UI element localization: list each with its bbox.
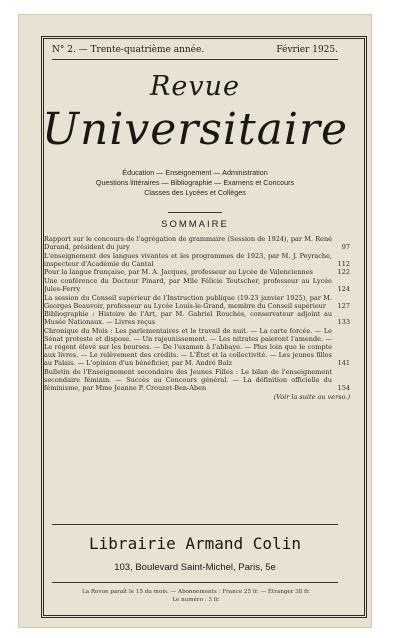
topics-block [18,168,372,198]
subscription-line: La Revue paraît le 15 du mois. — Abonnements : France 25 fr. — Étranger 38 fr. [82,589,310,595]
toc-entry-page: 124 [337,285,350,294]
toc-entry-text: Pour la langue française, par M. A. Jacques, professeur au Lycée de Valenciennes [44,268,313,277]
issue-date: Février 1925. [276,45,338,55]
magazine-cover [18,14,372,628]
toc-entry-page: 141 [337,359,350,368]
subscription-info [46,588,346,604]
toc-entry-page: 112 [337,259,350,268]
publisher-divider-top [52,524,338,525]
toc-entry-page: 154 [337,384,350,393]
toc-entry-page: 97 [341,243,350,252]
table-of-contents [44,235,350,401]
issue-header [52,45,338,55]
topics-line: Classes des Lycées et Collèges [144,188,246,197]
toc-entry-text: Chronique du Mois : Les parlementaires et le travail de nuit. — La carte forcée. — Le Sénat proteste et dispose. — Un rajeunissement. — Les nitrates paieront l'amende. — Le régent élevé sur les bourses. — De l'examen à l'abbaye. — Plus loin que le compte aux livres. — Le relèvement des crédits. — L'État et la collectivité. — Les jeunes filles au Palais. — L'opinion d'un bénéficier, par M. André Balz [44,327,332,368]
toc-entry [44,327,350,367]
topics-line: Éducation — Enseignement — Administration [122,168,268,177]
toc-entry [44,252,350,268]
toc-entry-page: 133 [337,318,350,327]
publisher-divider-bottom [52,582,338,583]
toc-entry [44,294,350,310]
topics-line: Questions littéraires — Bibliographie — Examens et Concours [95,178,295,187]
toc-entry [44,235,350,251]
toc-entry [44,268,350,276]
sommaire-divider [168,212,222,213]
toc-entry-text: Rapport sur le concours de l'agrégation de grammaire (Session de 1924), par M. René Durand, président du jury [44,235,332,252]
toc-entry [44,310,350,326]
toc-entry-page: 127 [337,301,350,310]
toc-entry-text: La session du Conseil supérieur de l'Instruction publique (19-23 janvier 1925), par M. Georges Beauvoir, professeur au Lycée Louis-le-Grand, membre du Conseil supérieur [44,293,332,310]
publisher-address: 103, Boulevard Saint-Michel, Paris, 5e [114,562,276,573]
header-divider [52,59,338,60]
title-universitaire: Universitaire [41,104,349,155]
subscription-line: Le numéro : 3 fr. [172,597,220,603]
toc-entry [44,368,350,392]
toc-entry-text: L'enseignement des langues vivantes et les programmes de 1923, par M. J. Peyrache, inspecteur d'Académie du Cantal [44,251,332,268]
continued-note: (Voir la suite au verso.) [273,393,350,402]
issue-number: N° 2. — Trente-quatrième année. [52,45,205,55]
title-revue: Revue [150,71,240,102]
toc-entry-page: 122 [337,268,350,277]
toc-entry-text: Une conférence du Docteur Pinard, par Mlle Félicie Teutscher, professeur au Lycée Jules-Ferry [44,276,332,294]
toc-entry [44,277,350,293]
toc-entry-text: Bulletin de l'Enseignement secondaire des Jeunes Filles : Le bilan de l'enseignement secondaire féminin. — Succès au Concours général. — La définition officielle du féminisme, par Mme Jeanne P. Crouzet-Ben-Aben [44,368,332,393]
publisher-name: Librairie Armand Colin [89,534,301,553]
sommaire-title: SOMMAIRE [161,219,229,230]
toc-entry-text: Bibliographie : Histoire de l'Art, par M. Gabriel Rouchès, conservateur adjoint au Musée Nationaux. — Livres reçus [44,310,332,327]
